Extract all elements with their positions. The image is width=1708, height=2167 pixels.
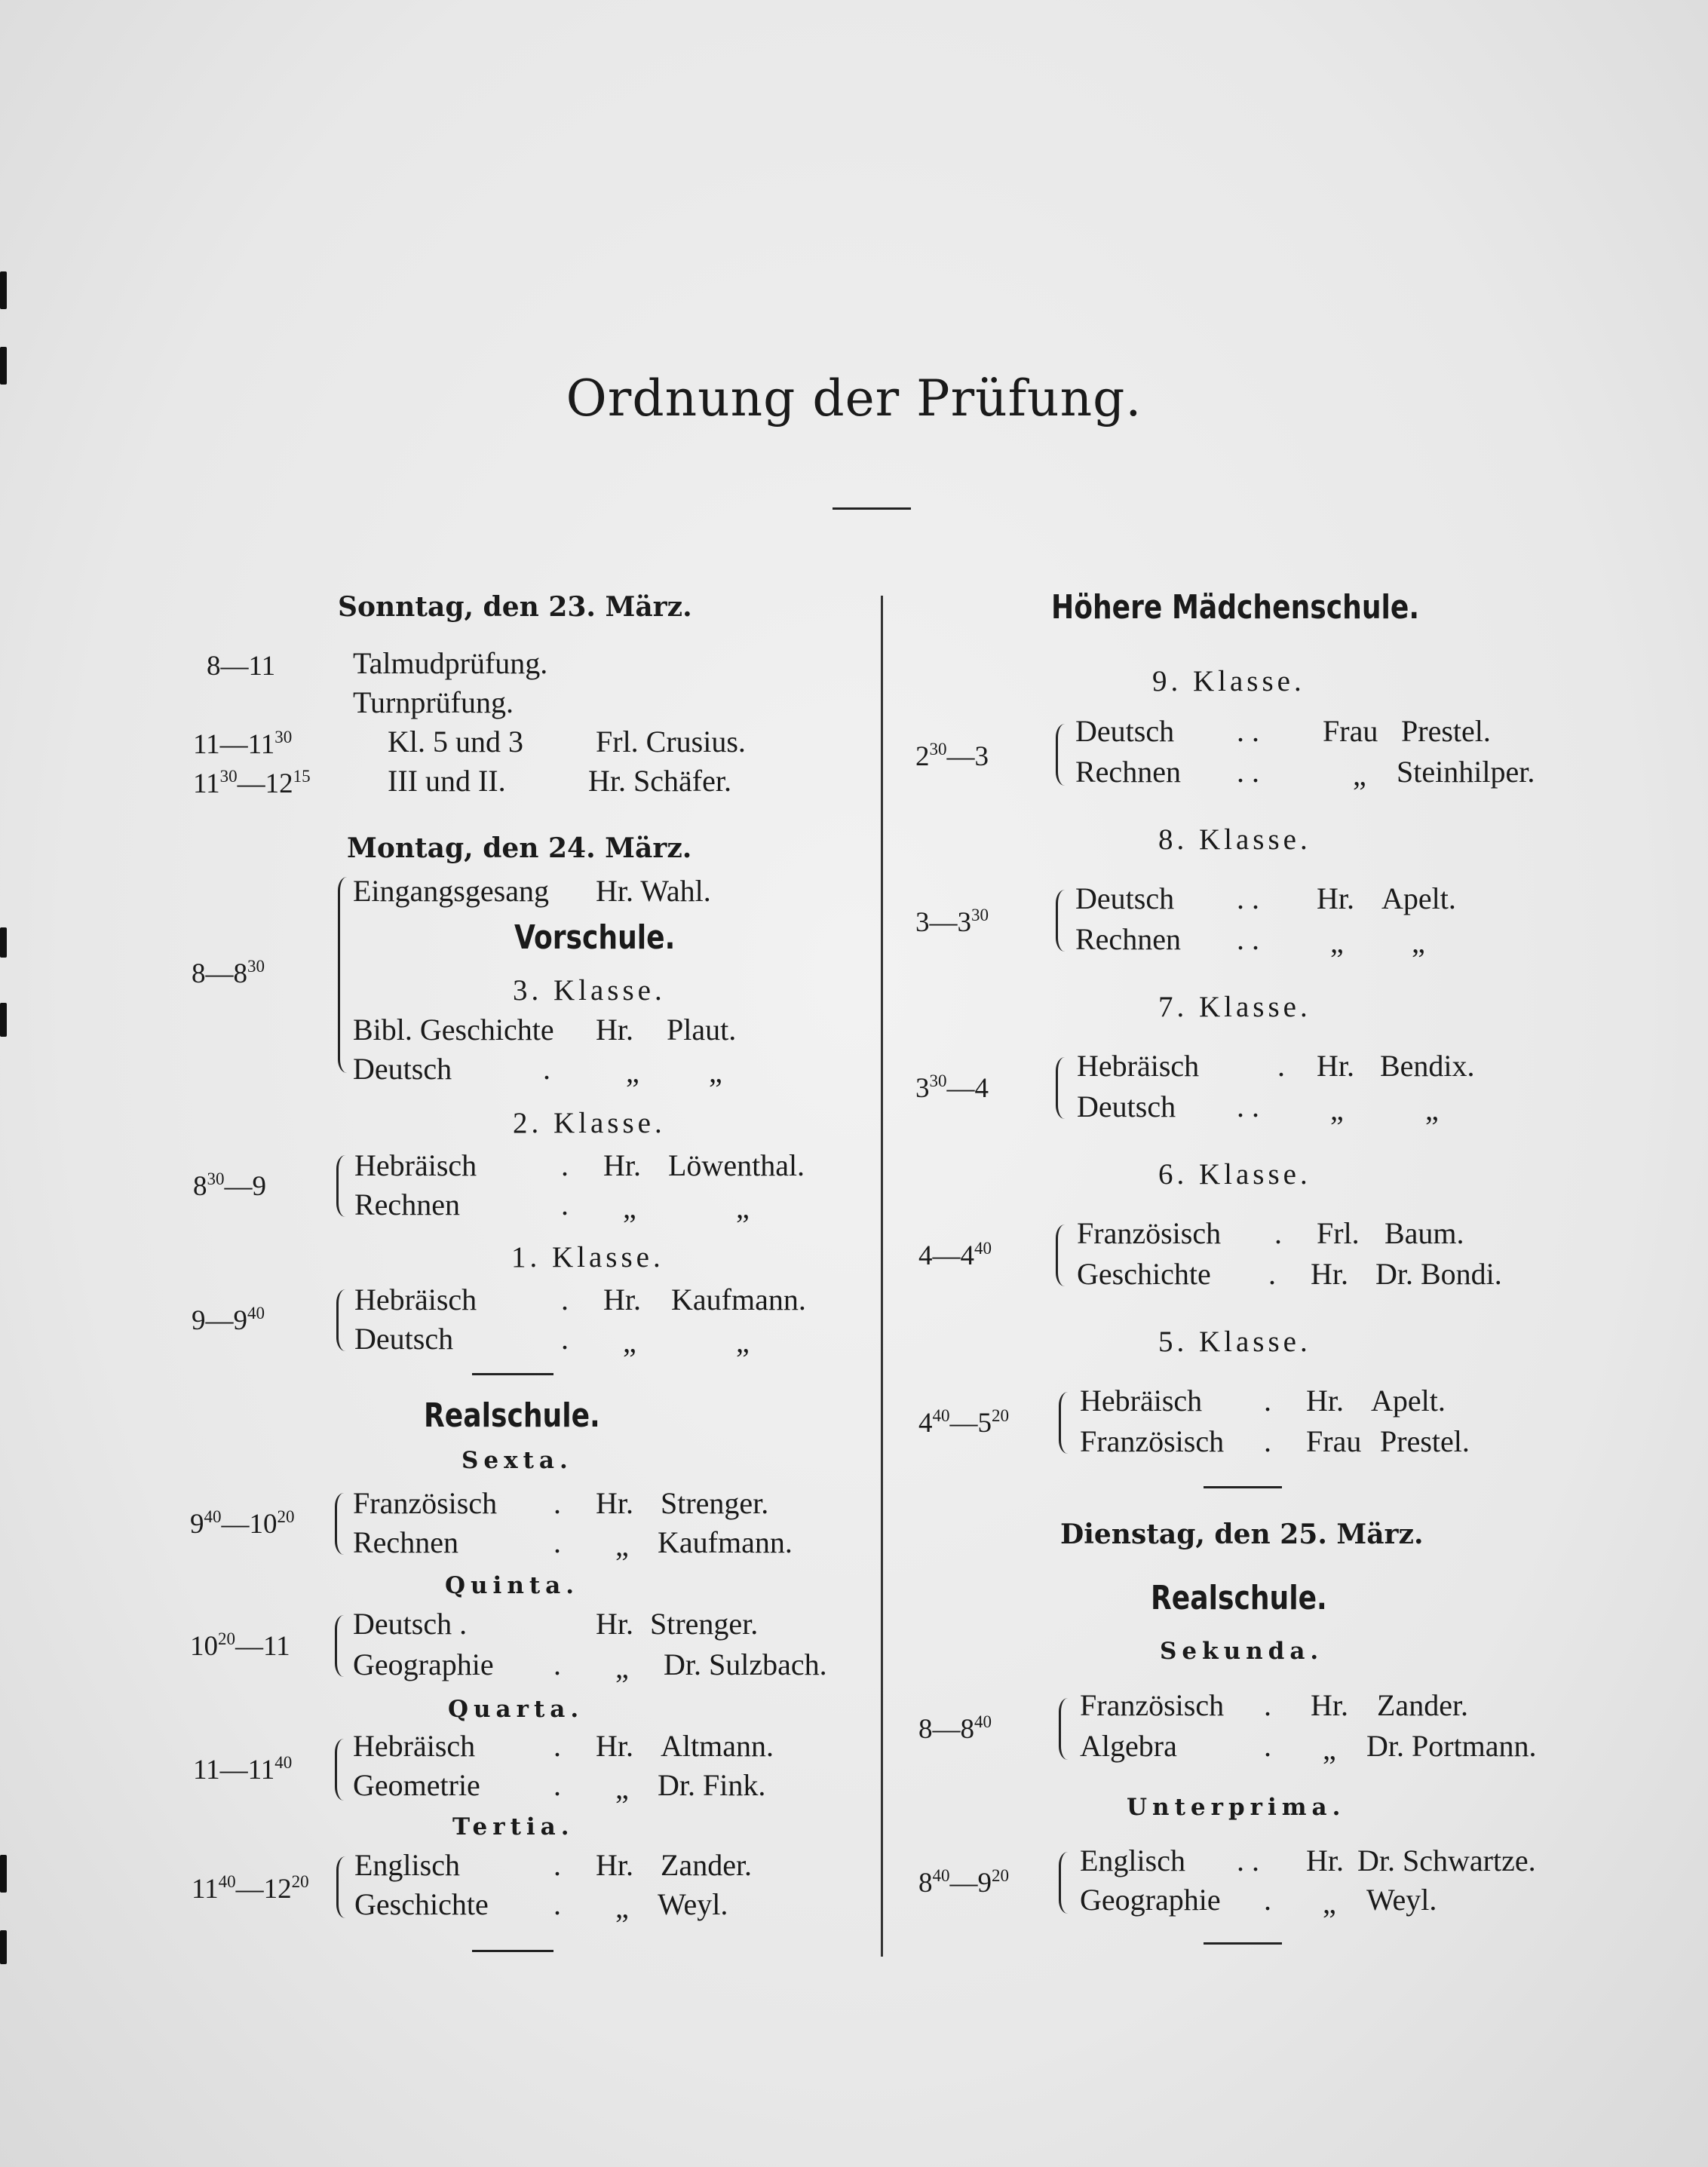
subject: Französisch xyxy=(353,1486,498,1520)
subject: Hebräisch xyxy=(1080,1384,1203,1418)
section-rule xyxy=(1204,1942,1282,1945)
teacher-title: Hr. xyxy=(603,1283,641,1316)
edge-mark xyxy=(0,1930,7,1964)
dot-leader: . xyxy=(553,1848,561,1882)
time-slot: $8—8^{40}$ xyxy=(918,1712,992,1745)
time-slot: $9^{40}—10^{20}$ xyxy=(190,1507,295,1540)
brace xyxy=(1059,1392,1069,1454)
subject: Deutsch xyxy=(354,1322,454,1356)
ditto-mark: „ xyxy=(1425,1093,1439,1126)
dot-leader: . xyxy=(561,1283,569,1316)
section-heading-vorschule: Vorschule. xyxy=(514,918,676,957)
brace xyxy=(1059,1698,1069,1760)
subject: Algebra xyxy=(1080,1729,1177,1763)
teacher-title: Hr. xyxy=(1306,1844,1344,1877)
teacher-name: Weyl. xyxy=(1366,1883,1437,1917)
schedule-entry: Turnprüfung. xyxy=(353,685,514,719)
subject: Deutsch xyxy=(1075,881,1175,915)
ditto-mark: „ xyxy=(1330,1093,1344,1126)
edge-mark xyxy=(0,1855,7,1893)
teacher-title: Hr. xyxy=(1317,1049,1354,1083)
section-rule xyxy=(1204,1486,1282,1488)
ditto-mark: „ xyxy=(736,1325,750,1359)
form-heading: Quarta. xyxy=(448,1696,584,1723)
dot-leader: . xyxy=(1277,1049,1285,1083)
brace xyxy=(335,1739,345,1801)
edge-mark xyxy=(0,271,7,309)
section-heading-realschule: Realschule. xyxy=(1151,1579,1327,1617)
day-heading-montag: Montag, den 24. März. xyxy=(347,832,692,864)
subject: Hebräisch xyxy=(353,1729,476,1763)
teacher-title: Hr. xyxy=(603,1148,641,1182)
dot-leader: . . xyxy=(1237,755,1259,789)
brace xyxy=(1056,724,1066,786)
class-heading: 8. Klasse. xyxy=(1158,823,1311,856)
ditto-mark: „ xyxy=(615,1890,629,1924)
ditto-mark: „ xyxy=(1330,925,1344,959)
teacher-title: Hr. xyxy=(1311,1257,1348,1291)
ditto-mark: „ xyxy=(736,1191,750,1224)
teacher-name: Dr. Bondi. xyxy=(1375,1257,1502,1291)
subject: Geographie xyxy=(1080,1883,1221,1917)
time-slot: $11^{40}—12^{20}$ xyxy=(192,1872,309,1905)
teacher-name: Apelt. xyxy=(1371,1384,1446,1418)
subject: Bibl. Geschichte xyxy=(353,1013,554,1047)
column-divider xyxy=(881,596,883,1957)
time-slot: $8^{40}—9^{20}$ xyxy=(918,1866,1009,1899)
ditto-mark: „ xyxy=(615,1528,629,1562)
section-rule xyxy=(472,1950,553,1952)
dot-leader: . . xyxy=(1237,1844,1259,1877)
teacher-name: Zander. xyxy=(1377,1688,1469,1722)
class-name: III und II. xyxy=(388,764,506,798)
teacher-name: Prestel. xyxy=(1401,714,1491,748)
subject: Rechnen xyxy=(353,1525,458,1559)
teacher-title: Hr. xyxy=(596,1729,633,1763)
time-slot: $11^{30}—12^{15}$ xyxy=(193,767,311,799)
teacher-title: Frau xyxy=(1306,1424,1362,1458)
time-slot: $11—11^{30}$ xyxy=(193,728,293,760)
teacher-name: Hr. Schäfer. xyxy=(588,764,731,798)
teacher-name: Plaut. xyxy=(667,1013,737,1047)
subject: Englisch xyxy=(1080,1844,1185,1877)
ditto-mark: „ xyxy=(1412,925,1425,959)
time-slot: 8—11 xyxy=(207,651,276,682)
dot-leader: . . xyxy=(1237,1090,1259,1123)
subject: Geschichte xyxy=(354,1887,489,1921)
teacher-name: Altmann. xyxy=(661,1729,774,1763)
ditto-mark: „ xyxy=(615,1651,629,1684)
teacher-title: Hr. xyxy=(1311,1688,1348,1722)
ditto-mark: „ xyxy=(709,1055,722,1089)
class-heading: 7. Klasse. xyxy=(1158,991,1311,1023)
class-heading: 2. Klasse. xyxy=(513,1107,666,1139)
teacher-name: Dr. Fink. xyxy=(658,1768,766,1802)
subject: Deutsch xyxy=(1077,1090,1176,1123)
form-heading: Sekunda. xyxy=(1160,1638,1324,1665)
time-slot: $4—4^{40}$ xyxy=(918,1239,992,1271)
subject: Geometrie xyxy=(353,1768,480,1802)
dot-leader: . . xyxy=(1237,714,1259,748)
brace xyxy=(338,877,348,1073)
dot-leader: . xyxy=(1264,1883,1271,1917)
dot-leader: . xyxy=(1264,1688,1271,1722)
teacher-name: Dr. Sulzbach. xyxy=(664,1647,827,1681)
edge-mark xyxy=(0,1003,7,1037)
dot-leader: . xyxy=(561,1322,569,1356)
teacher-name: Baum. xyxy=(1384,1216,1464,1250)
subject: Geschichte xyxy=(1077,1257,1211,1291)
teacher-name: Dr. Schwartze. xyxy=(1357,1844,1536,1877)
teacher-title: Hr. xyxy=(596,1848,633,1882)
subject: Hebräisch xyxy=(354,1148,477,1182)
teacher-name: Kaufmann. xyxy=(658,1525,793,1559)
dot-leader: . xyxy=(561,1188,569,1221)
brace xyxy=(336,1155,346,1217)
dot-leader: . xyxy=(553,1486,561,1520)
dot-leader: . xyxy=(1264,1729,1271,1763)
ditto-mark: „ xyxy=(1353,758,1366,792)
class-heading: 5. Klasse. xyxy=(1158,1326,1311,1358)
time-slot: $8—8^{30}$ xyxy=(192,957,265,989)
form-heading: Unterprima. xyxy=(1127,1794,1346,1821)
brace xyxy=(1056,890,1066,952)
teacher-name: Kaufmann. xyxy=(671,1283,806,1316)
subject: Eingangsgesang xyxy=(353,874,549,908)
brace xyxy=(1056,1057,1066,1119)
day-heading-sonntag: Sonntag, den 23. März. xyxy=(338,591,692,623)
teacher-name: Zander. xyxy=(661,1848,753,1882)
dot-leader: . xyxy=(553,1768,561,1802)
subject: Deutsch . xyxy=(353,1607,468,1641)
teacher-title: Hr. xyxy=(596,1013,633,1047)
teacher-name: Bendix. xyxy=(1380,1049,1475,1083)
class-heading: 6. Klasse. xyxy=(1158,1158,1311,1191)
ditto-mark: „ xyxy=(615,1771,629,1805)
subject: Deutsch xyxy=(1075,714,1175,748)
time-slot: $8^{30}—9$ xyxy=(193,1169,266,1202)
ditto-mark: „ xyxy=(623,1191,636,1224)
dot-leader: . xyxy=(561,1148,569,1182)
form-heading: Sexta. xyxy=(461,1447,573,1474)
subject: Rechnen xyxy=(354,1188,460,1221)
brace xyxy=(336,1289,346,1351)
brace xyxy=(1056,1224,1066,1286)
teacher-name: Hr. Wahl. xyxy=(596,874,711,908)
dot-leader: . . xyxy=(1237,881,1259,915)
subject: Hebräisch xyxy=(354,1283,477,1316)
subject: Französisch xyxy=(1077,1216,1222,1250)
class-heading: 1. Klasse. xyxy=(511,1241,664,1274)
dot-leader: . xyxy=(1264,1384,1271,1418)
teacher-title: Hr. xyxy=(1317,881,1354,915)
class-heading: 9. Klasse. xyxy=(1152,665,1305,697)
teacher-name: Frl. Crusius. xyxy=(596,725,746,759)
teacher-name: Dr. Portmann. xyxy=(1366,1729,1537,1763)
time-slot: $3^{30}—4$ xyxy=(915,1071,989,1104)
section-heading-maedchenschule: Höhere Mädchenschule. xyxy=(1051,588,1420,627)
ditto-mark: „ xyxy=(623,1325,636,1359)
form-heading: Tertia. xyxy=(452,1813,575,1841)
teacher-name: Weyl. xyxy=(658,1887,728,1921)
day-heading-dienstag: Dienstag, den 25. März. xyxy=(1060,1519,1424,1550)
teacher-title: Frau xyxy=(1323,714,1378,748)
title-rule xyxy=(833,507,911,510)
subject: Deutsch xyxy=(353,1052,452,1086)
dot-leader: . xyxy=(1264,1424,1271,1458)
subject: Englisch xyxy=(354,1848,460,1882)
teacher-title: Frl. xyxy=(1317,1216,1360,1250)
dot-leader: . xyxy=(553,1887,561,1921)
dot-leader: . . xyxy=(1237,922,1259,956)
subject: Geographie xyxy=(353,1647,494,1681)
brace xyxy=(335,1493,345,1555)
time-slot: $10^{20}—11$ xyxy=(190,1629,290,1662)
teacher-title: Hr. xyxy=(1306,1384,1344,1418)
ditto-mark: „ xyxy=(626,1055,639,1089)
time-slot: $4^{40}—5^{20}$ xyxy=(918,1406,1009,1439)
brace xyxy=(336,1856,346,1918)
teacher-name: Apelt. xyxy=(1381,881,1456,915)
teacher-name: Strenger. xyxy=(661,1486,769,1520)
subject: Französisch xyxy=(1080,1424,1225,1458)
teacher-name: Steinhilper. xyxy=(1397,755,1535,789)
section-heading-realschule: Realschule. xyxy=(424,1396,600,1435)
teacher-name: Löwenthal. xyxy=(668,1148,805,1182)
time-slot: $11—11^{40}$ xyxy=(193,1753,293,1785)
section-rule xyxy=(472,1373,553,1375)
ditto-mark: „ xyxy=(1323,1886,1336,1920)
class-heading: 3. Klasse. xyxy=(513,974,666,1007)
brace xyxy=(1059,1852,1069,1914)
dot-leader: . xyxy=(543,1052,550,1086)
page-title: Ordnung der Prüfung. xyxy=(566,369,1142,428)
schedule-entry: Talmudprüfung. xyxy=(353,646,548,680)
subject: Französisch xyxy=(1080,1688,1225,1722)
brace xyxy=(335,1615,345,1677)
subject: Hebräisch xyxy=(1077,1049,1200,1083)
dot-leader: . xyxy=(553,1729,561,1763)
teacher-title: Hr. xyxy=(596,1607,633,1641)
edge-mark xyxy=(0,927,7,958)
teacher-name: Prestel. xyxy=(1380,1424,1470,1458)
dot-leader: . xyxy=(553,1525,561,1559)
time-slot: $2^{30}—3$ xyxy=(915,740,989,772)
subject: Rechnen xyxy=(1075,755,1181,789)
dot-leader: . xyxy=(1274,1216,1282,1250)
form-heading: Quinta. xyxy=(445,1572,580,1599)
teacher-title: Hr. xyxy=(596,1486,633,1520)
dot-leader: . xyxy=(553,1647,561,1681)
teacher-name: Strenger. xyxy=(650,1607,759,1641)
time-slot: $3—3^{30}$ xyxy=(915,906,989,938)
time-slot: $9—9^{40}$ xyxy=(192,1304,265,1336)
subject: Rechnen xyxy=(1075,922,1181,956)
class-name: Kl. 5 und 3 xyxy=(388,725,523,759)
ditto-mark: „ xyxy=(1323,1732,1336,1766)
dot-leader: . xyxy=(1268,1257,1276,1291)
